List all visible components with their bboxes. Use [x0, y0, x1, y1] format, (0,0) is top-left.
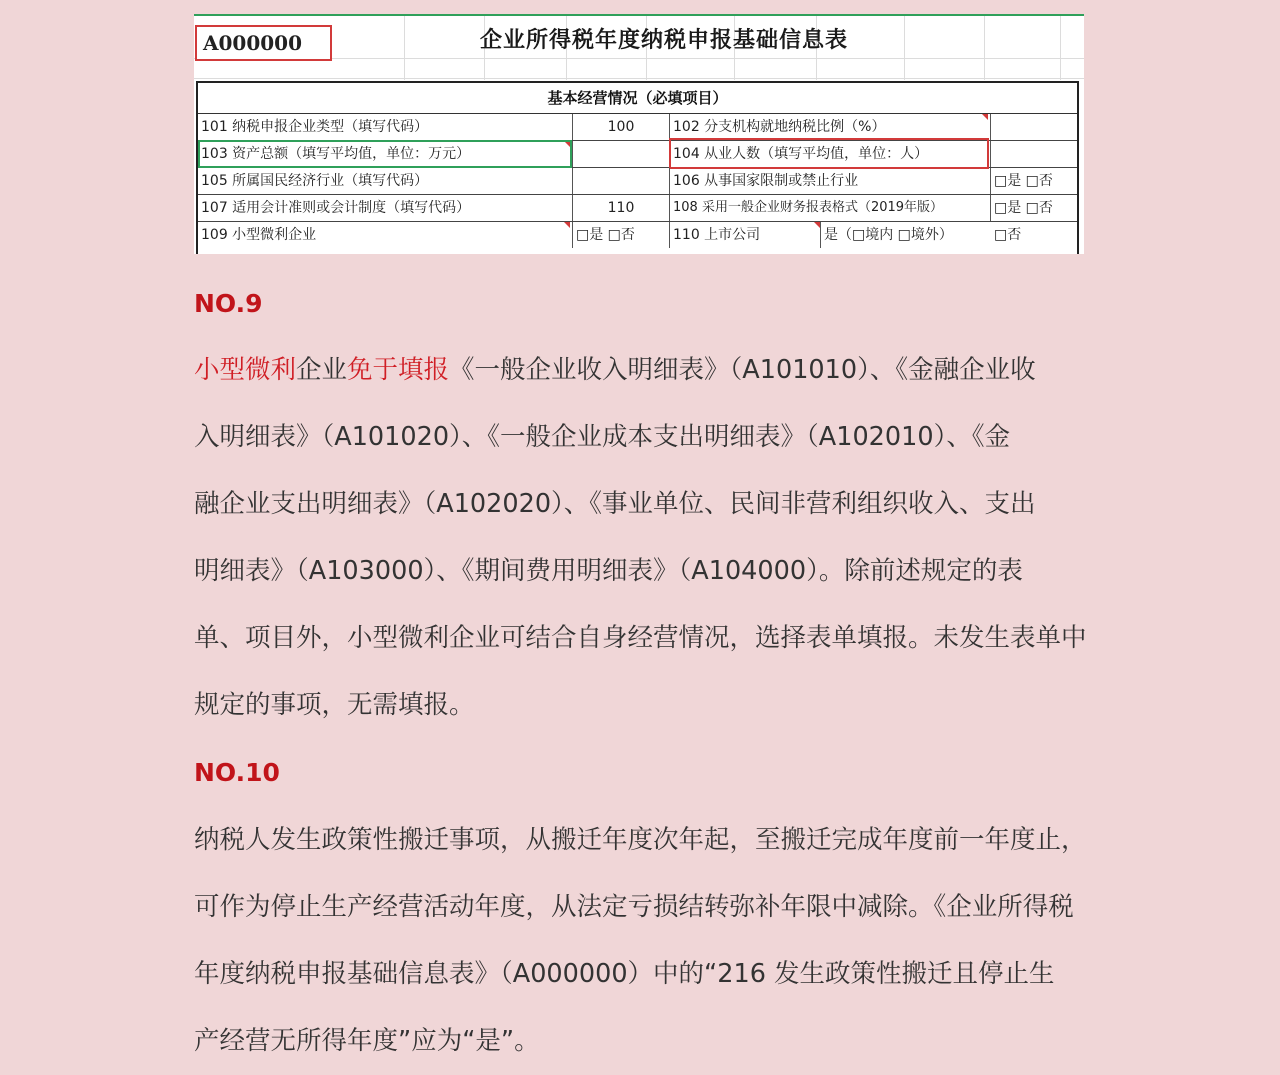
row-label: 102 分支机构就地纳税比例（%）	[673, 119, 886, 135]
paragraph-line: 融企业支出明细表》（A102020）、《事业单位、民间非营利组织收入、支出	[194, 489, 1036, 519]
paragraph-line: 可作为停止生产经营活动年度，从法定亏损结转弥补年限中减除。《企业所得税	[194, 892, 1074, 922]
gridline	[984, 16, 985, 80]
highlight-text: 免于填报	[347, 355, 450, 385]
checkbox-options: □是 □否	[994, 200, 1053, 216]
form-code-box: A000000	[195, 25, 332, 61]
row-label: 101 纳税申报企业类型（填写代码）	[201, 119, 429, 135]
checkbox-options: 是（□境内 □境外）	[824, 227, 953, 243]
table-row	[198, 222, 1077, 249]
row-label: 107 适用会计准则或会计制度（填写代码）	[201, 200, 471, 216]
paragraph-line	[194, 337, 1094, 404]
basic-info-table	[196, 81, 1079, 254]
table-row	[198, 168, 1077, 195]
checkbox-options: □是 □否	[576, 227, 635, 243]
gridline	[194, 78, 1084, 79]
paragraph-line: 规定的事项，无需填报。	[194, 690, 475, 720]
spreadsheet-screenshot	[194, 14, 1084, 254]
row-value	[991, 141, 1077, 167]
text-span: 企业	[296, 355, 348, 385]
row-label: 106 从事国家限制或禁止行业	[673, 173, 859, 189]
paragraph-line: 年度纳税申报基础信息表》（A000000）中的“216 发生政策性搬迁且停止生	[194, 959, 1055, 989]
row-label: 105 所属国民经济行业（填写代码）	[201, 173, 429, 189]
row-value: 100	[607, 119, 635, 135]
form-title: 企业所得税年度纳税申报基础信息表	[479, 27, 848, 53]
section-heading-no10: NO.10	[194, 758, 280, 787]
row-label: 109 小型微利企业	[201, 227, 317, 243]
checkbox-options: □否	[994, 227, 1022, 243]
table-row	[198, 141, 1077, 168]
row-value	[573, 141, 669, 167]
text-span: 《一般企业收入明细表》（A101010）、《金融企业收	[449, 355, 1036, 385]
comment-marker-icon	[564, 141, 570, 147]
table-row	[198, 195, 1077, 222]
highlight-text: 小型微利	[194, 355, 297, 385]
row-label: 110 上市公司	[673, 227, 761, 243]
row-value: 110	[607, 200, 635, 216]
row-value	[573, 168, 669, 194]
comment-marker-icon	[982, 114, 988, 120]
paragraph-no10	[194, 807, 1094, 1075]
section-heading-no9: NO.9	[194, 289, 263, 318]
gridline	[904, 16, 905, 80]
paragraph-line: 明细表》（A103000）、《期间费用明细表》（A104000）。除前述规定的表	[194, 556, 1023, 586]
row-value	[991, 114, 1077, 140]
table-section-header: 基本经营情况（必填项目）	[198, 83, 1077, 114]
paragraph-line: 单、项目外，小型微利企业可结合自身经营情况，选择表单填报。未发生表单中	[194, 623, 1087, 653]
paragraph-no9	[194, 337, 1094, 739]
gridline	[1060, 16, 1061, 80]
paragraph-line: 入明细表》（A101020）、《一般企业成本支出明细表》（A102010）、《金	[194, 422, 1011, 452]
paragraph-line: 产经营无所得年度”应为“是”。	[194, 1026, 540, 1056]
row-label: 103 资产总额（填写平均值，单位：万元）	[201, 146, 471, 162]
paragraph-line: 纳税人发生政策性搬迁事项，从搬迁年度次年起，至搬迁完成年度前一年度止，	[194, 825, 1087, 855]
gridline	[404, 16, 405, 80]
comment-marker-icon	[564, 222, 570, 228]
row-label: 108 采用一般企业财务报表格式（2019年版）	[673, 200, 944, 215]
row-label: 104 从业人数（填写平均值，单位：人）	[673, 146, 929, 162]
checkbox-options: □是 □否	[994, 173, 1053, 189]
table-row	[198, 114, 1077, 141]
